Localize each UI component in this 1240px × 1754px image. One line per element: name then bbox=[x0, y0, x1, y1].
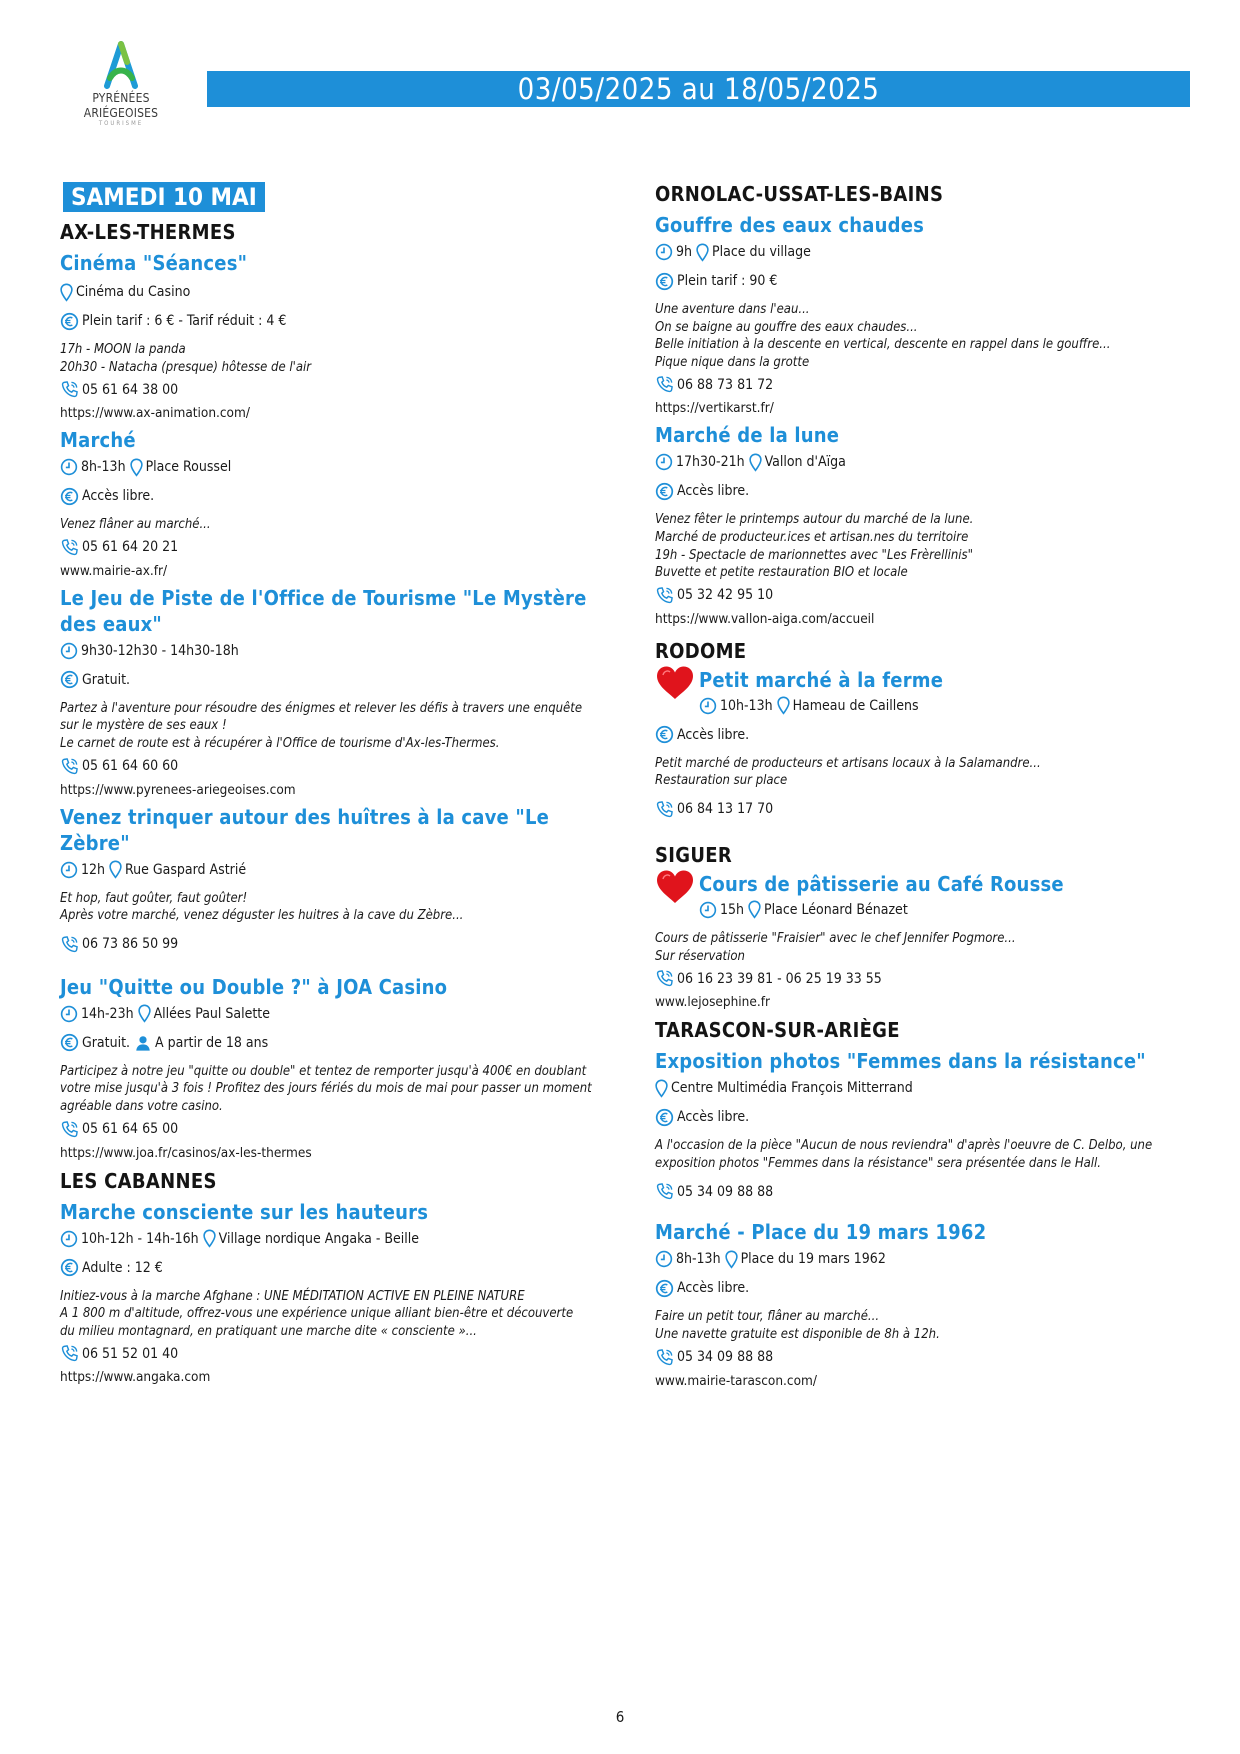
event-description bbox=[60, 1288, 605, 1341]
event-website-link[interactable]: https://vertikarst.fr/ bbox=[655, 400, 774, 417]
left-column bbox=[60, 182, 605, 1385]
description-line: agréable dans votre casino. bbox=[60, 1098, 223, 1114]
event-title: Marche consciente sur les hauteurs bbox=[60, 1199, 429, 1224]
event-description bbox=[60, 516, 605, 534]
phone-icon bbox=[60, 1120, 79, 1139]
phone-icon bbox=[60, 1344, 79, 1363]
event-phone[interactable]: 05 32 42 95 10 bbox=[677, 587, 774, 604]
event-time: 8h-13h bbox=[676, 1251, 721, 1268]
location-pin-icon bbox=[203, 1229, 216, 1248]
description-line: Une aventure dans l'eau... bbox=[655, 302, 810, 317]
event-phone[interactable]: 06 51 52 01 40 bbox=[82, 1345, 179, 1362]
description-line: 19h - Spectacle de marionnettes avec "Les Frèrellinis" bbox=[655, 547, 974, 563]
event-time: 8h-13h bbox=[81, 459, 126, 476]
event-place: Place du village bbox=[712, 244, 811, 260]
description-line: A 1 800 m d'altitude, offrez-vous une expérience unique alliant bien-être et découverte bbox=[60, 1306, 574, 1322]
page-number: 6 bbox=[615, 1708, 625, 1726]
euro-icon bbox=[60, 312, 79, 331]
description-line: Et hop, faut goûter, faut goûter! bbox=[60, 890, 248, 906]
event-website-link[interactable]: www.mairie-tarascon.com/ bbox=[655, 1372, 817, 1389]
clock-icon bbox=[699, 901, 717, 919]
description-line: 17h - MOON la panda bbox=[60, 342, 186, 357]
event-title: Marché de la lune bbox=[655, 423, 840, 448]
event-age: A partir de 18 ans bbox=[155, 1034, 269, 1051]
event-website-link[interactable]: https://www.joa.fr/casinos/ax-les-thermes bbox=[60, 1144, 312, 1161]
event-title: Cinéma "Séances" bbox=[60, 251, 248, 275]
euro-icon bbox=[60, 487, 79, 506]
event-price: Accès libre. bbox=[677, 1109, 750, 1126]
event-title: Le Jeu de Piste de l'Office de Tourisme "Le Mystère des eaux" bbox=[60, 585, 587, 636]
town-heading: TARASCON-SUR-ARIÈGE bbox=[655, 1018, 900, 1043]
description-line: Marché de producteur.ices et artisan.nes du territoire bbox=[655, 529, 969, 545]
event-time: 10h-12h - 14h-16h bbox=[81, 1230, 199, 1247]
location-pin-icon bbox=[696, 243, 709, 262]
event-title: Venez trinquer autour des huîtres à la cave "Le Zèbre" bbox=[60, 804, 550, 855]
clock-icon bbox=[699, 697, 717, 715]
event-price: Gratuit. bbox=[82, 671, 131, 688]
clock-icon bbox=[655, 453, 673, 471]
location-pin-icon bbox=[777, 696, 790, 715]
event-phone[interactable]: 05 34 09 88 88 bbox=[677, 1349, 774, 1365]
event-price: Accès libre. bbox=[677, 483, 750, 500]
euro-icon bbox=[60, 1258, 79, 1277]
event-description bbox=[60, 1063, 605, 1116]
event-phone[interactable]: 05 61 64 38 00 bbox=[82, 381, 179, 398]
description-line: Faire un petit tour, flâner au marché... bbox=[655, 1309, 880, 1325]
person-icon bbox=[134, 1034, 152, 1052]
event-description bbox=[655, 511, 1175, 581]
event-card bbox=[655, 1219, 1175, 1388]
event-place: Place Léonard Bénazet bbox=[764, 901, 908, 918]
description-line: Venez fêter le printemps autour du marché de la lune. bbox=[655, 512, 974, 528]
event-price: Adulte : 12 € bbox=[82, 1259, 163, 1276]
clock-icon bbox=[655, 243, 673, 261]
event-time: 14h-23h bbox=[81, 1005, 134, 1022]
event-price: Accès libre. bbox=[677, 726, 750, 743]
event-place: Village nordique Angaka - Beille bbox=[218, 1230, 420, 1247]
description-line: Sur réservation bbox=[655, 948, 745, 964]
event-website-link[interactable]: www.mairie-ax.fr/ bbox=[60, 562, 168, 579]
clock-icon bbox=[60, 458, 78, 476]
clock-icon bbox=[60, 642, 78, 660]
event-place: Place du 19 mars 1962 bbox=[740, 1251, 886, 1268]
event-time: 12h bbox=[81, 861, 106, 878]
event-title: Marché - Place du 19 mars 1962 bbox=[655, 1220, 987, 1245]
event-phone[interactable]: 06 84 13 17 70 bbox=[677, 801, 774, 818]
event-phone[interactable]: 05 61 64 20 21 bbox=[82, 539, 179, 556]
date-range-banner: 03/05/2025 au 18/05/2025 bbox=[207, 71, 1190, 107]
phone-icon bbox=[60, 757, 79, 776]
description-line: Initiez-vous à la marche Afghane : UNE MÉDITATION ACTIVE EN PLEINE NATURE bbox=[60, 1288, 525, 1304]
event-time: 15h bbox=[720, 901, 745, 918]
phone-icon bbox=[655, 969, 674, 988]
event-website-link[interactable]: https://www.angaka.com bbox=[60, 1369, 211, 1386]
event-website-link[interactable]: www.lejosephine.fr bbox=[655, 994, 770, 1011]
phone-icon bbox=[655, 586, 674, 605]
euro-icon bbox=[655, 482, 674, 501]
event-title: Exposition photos "Femmes dans la résistance" bbox=[655, 1049, 1146, 1074]
logo-text-line1: PYRÉNÉES bbox=[92, 91, 150, 105]
event-title: Jeu "Quitte ou Double ?" à JOA Casino bbox=[60, 974, 448, 999]
event-phone[interactable]: 05 61 64 65 00 bbox=[82, 1121, 179, 1138]
location-pin-icon bbox=[109, 860, 122, 879]
clock-icon bbox=[60, 1005, 78, 1023]
euro-icon bbox=[60, 1033, 79, 1052]
event-card bbox=[60, 804, 605, 954]
event-card bbox=[60, 585, 605, 798]
event-title: Gouffre des eaux chaudes bbox=[655, 213, 925, 237]
event-price: Accès libre. bbox=[677, 1280, 750, 1297]
event-place: Allées Paul Salette bbox=[153, 1005, 270, 1022]
day-badge: SAMEDI 10 MAI bbox=[63, 182, 265, 212]
event-card bbox=[60, 1199, 605, 1386]
town-heading: SIGUER bbox=[655, 842, 732, 867]
phone-icon bbox=[655, 800, 674, 819]
description-line: exposition photos "Femmes dans la résistance" sera présentée dans le Hall. bbox=[655, 1155, 1102, 1171]
event-title: Marché bbox=[60, 428, 136, 453]
euro-icon bbox=[655, 1279, 674, 1298]
description-line: Belle initiation à la descente en vertical, descente en rappel dans le gouffre... bbox=[655, 337, 1111, 353]
description-line: Pique nique dans la grotte bbox=[655, 354, 810, 370]
event-card bbox=[655, 871, 1175, 1010]
event-description bbox=[60, 890, 605, 925]
event-place: Hameau de Caillens bbox=[792, 697, 919, 714]
event-card bbox=[655, 1048, 1175, 1201]
event-title: Cours de pâtisserie au Café Rousse bbox=[699, 871, 1064, 896]
event-description bbox=[655, 301, 1175, 371]
location-pin-icon bbox=[60, 283, 73, 302]
event-price: Gratuit. bbox=[82, 1034, 131, 1051]
event-phone[interactable]: 06 16 23 39 81 - 06 25 19 33 55 bbox=[677, 970, 882, 987]
description-line: Le carnet de route est à récupérer à l'Office de tourisme d'Ax-les-Thermes. bbox=[60, 735, 500, 751]
event-time: 9h30-12h30 - 14h30-18h bbox=[81, 642, 239, 659]
description-line: Buvette et petite restauration BIO et locale bbox=[655, 565, 908, 581]
euro-icon bbox=[60, 670, 79, 689]
description-line: Restauration sur place bbox=[655, 773, 788, 789]
event-card bbox=[655, 667, 1175, 819]
event-description bbox=[60, 341, 605, 376]
event-card bbox=[655, 422, 1175, 626]
event-place: Cinéma du Casino bbox=[76, 284, 191, 300]
event-website-link[interactable]: https://www.pyrenees-ariegeoises.com bbox=[60, 781, 296, 798]
description-line: Participez à notre jeu "quitte ou double" et tentez de remporter jusqu'à 400€ en doublant bbox=[60, 1063, 587, 1079]
description-line: Partez à l'aventure pour résoudre des énigmes et relever les défis à travers une enquête bbox=[60, 700, 583, 716]
description-line: votre mise jusqu'à 3 fois ! Profitez des jours fériés du mois de mai pour passer un moment bbox=[60, 1081, 592, 1097]
event-place: Place Roussel bbox=[145, 459, 232, 476]
description-line: Venez flâner au marché... bbox=[60, 517, 211, 533]
event-time: 10h-13h bbox=[720, 697, 773, 714]
description-line: Petit marché de producteurs et artisans locaux à la Salamandre... bbox=[655, 755, 1041, 771]
location-pin-icon bbox=[725, 1250, 738, 1269]
clock-icon bbox=[60, 1230, 78, 1248]
event-description bbox=[655, 1137, 1175, 1172]
logo-mark-icon bbox=[98, 38, 144, 90]
logo-text-line2: ARIÉGEOISES bbox=[83, 106, 159, 120]
event-description bbox=[60, 700, 605, 753]
logo-text-line3: TOURISME bbox=[98, 120, 144, 127]
event-price: Accès libre. bbox=[82, 488, 155, 505]
event-website-link[interactable]: https://www.ax-animation.com/ bbox=[60, 405, 250, 422]
description-line: A l'occasion de la pièce "Aucun de nous reviendra" d'après l'oeuvre de C. Delbo, une bbox=[655, 1138, 1153, 1154]
right-column bbox=[655, 182, 1175, 1389]
euro-icon bbox=[655, 725, 674, 744]
event-phone[interactable]: 06 88 73 81 72 bbox=[677, 376, 774, 393]
phone-icon bbox=[655, 375, 674, 394]
heart-icon bbox=[655, 665, 695, 701]
location-pin-icon bbox=[130, 458, 143, 477]
location-pin-icon bbox=[749, 453, 762, 472]
phone-icon bbox=[60, 380, 79, 399]
location-pin-icon bbox=[748, 900, 761, 919]
town-heading: RODOME bbox=[655, 638, 747, 663]
description-line: Une navette gratuite est disponible de 8h à 12h. bbox=[655, 1326, 940, 1342]
phone-icon bbox=[60, 935, 79, 954]
heart-icon bbox=[655, 869, 695, 905]
event-card bbox=[655, 212, 1175, 416]
event-time: 17h30-21h bbox=[676, 454, 745, 471]
euro-icon bbox=[655, 1108, 674, 1127]
brand-logo bbox=[66, 38, 176, 128]
description-line: du milieu montagnard, en pratiquant une marche dite « consciente »... bbox=[60, 1323, 477, 1339]
euro-icon bbox=[655, 272, 674, 291]
clock-icon bbox=[60, 861, 78, 879]
phone-icon bbox=[655, 1348, 674, 1367]
event-description bbox=[655, 755, 1175, 790]
event-title: Petit marché à la ferme bbox=[699, 667, 944, 692]
event-description bbox=[655, 930, 1175, 965]
event-phone[interactable]: 06 73 86 50 99 bbox=[82, 936, 179, 953]
event-place: Vallon d'Aïga bbox=[764, 454, 846, 471]
event-price: Plein tarif : 90 € bbox=[677, 273, 778, 289]
event-phone[interactable]: 05 61 64 60 60 bbox=[82, 758, 179, 775]
description-line: sur le mystère de ses eaux ! bbox=[60, 718, 227, 734]
town-heading: ORNOLAC-USSAT-LES-BAINS bbox=[655, 182, 944, 206]
town-heading: AX-LES-THERMES bbox=[60, 220, 236, 244]
phone-icon bbox=[655, 1182, 674, 1201]
event-place: Rue Gaspard Astrié bbox=[125, 861, 247, 878]
event-website-link[interactable]: https://www.vallon-aiga.com/accueil bbox=[655, 610, 875, 627]
event-card bbox=[60, 974, 605, 1161]
phone-icon bbox=[60, 538, 79, 557]
event-phone[interactable]: 05 34 09 88 88 bbox=[677, 1183, 774, 1200]
event-time: 9h bbox=[676, 244, 692, 260]
description-line: Cours de pâtisserie "Fraisier" avec le chef Jennifer Pogmore... bbox=[655, 930, 1016, 946]
event-card bbox=[60, 427, 605, 579]
description-line: On se baigne au gouffre des eaux chaudes... bbox=[655, 319, 918, 335]
description-line: Après votre marché, venez déguster les huitres à la cave du Zèbre... bbox=[60, 908, 464, 924]
event-description bbox=[655, 1308, 1175, 1343]
event-price: Plein tarif : 6 € - Tarif réduit : 4 € bbox=[82, 313, 287, 329]
description-line: 20h30 - Natacha (presque) hôtesse de l'air bbox=[60, 359, 312, 375]
town-heading: LES CABANNES bbox=[60, 1168, 217, 1193]
event-place: Centre Multimédia François Mitterrand bbox=[671, 1080, 913, 1097]
location-pin-icon bbox=[655, 1079, 668, 1098]
location-pin-icon bbox=[138, 1004, 151, 1023]
event-card bbox=[60, 250, 605, 421]
clock-icon bbox=[655, 1250, 673, 1268]
